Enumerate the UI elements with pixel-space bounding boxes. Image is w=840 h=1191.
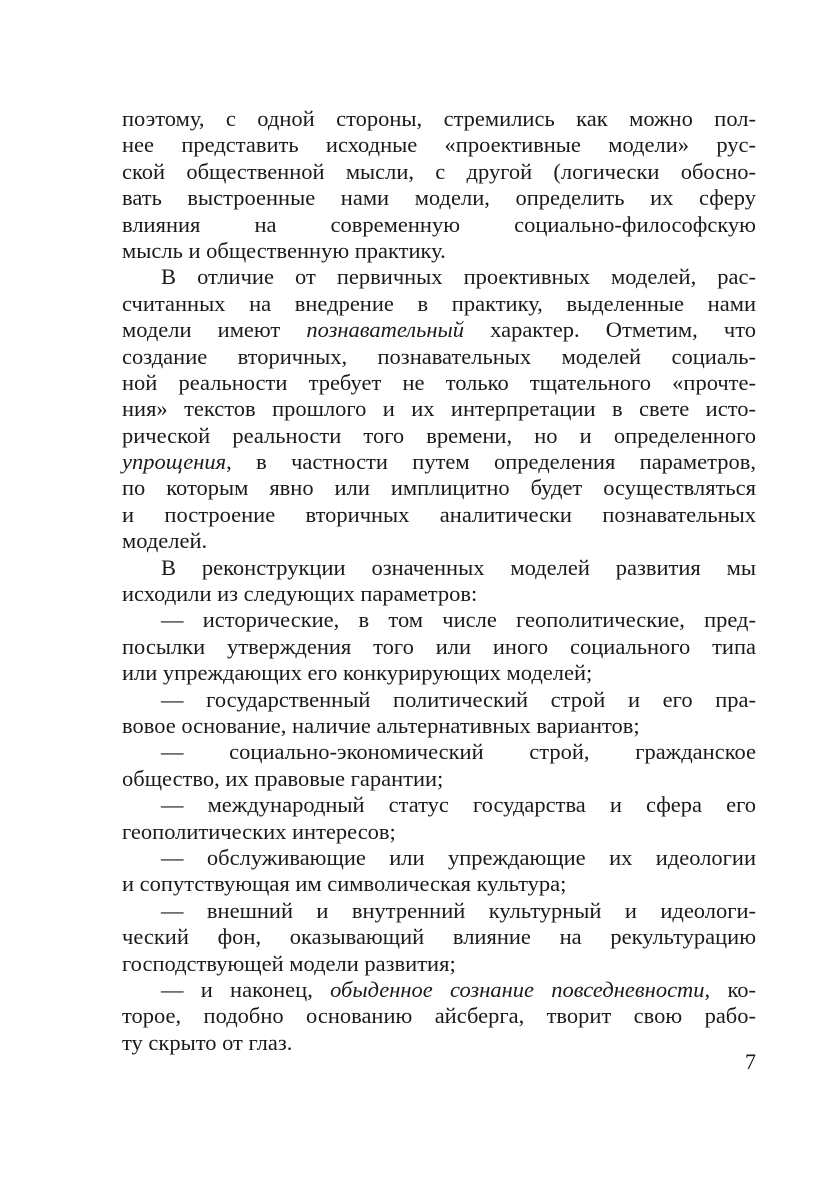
text-segment: ской общественной мысли, с другой (логически обосно- (122, 158, 756, 184)
text-line (122, 528, 756, 554)
text-line (122, 291, 756, 317)
text-segment: — социально-экономический строй, гражданское (161, 739, 756, 765)
text-line (122, 185, 756, 211)
text-segment: посылки утверждения того или иного социального типа (122, 633, 756, 659)
text-segment: ческий фон, оказывающий влияние на рекультурацию (122, 924, 756, 950)
text-line (122, 449, 756, 475)
text-line (122, 423, 756, 449)
text-segment: рической реальности того времени, но и определенного (122, 422, 756, 448)
text-line (122, 898, 756, 924)
text-segment: господствующей модели развития; (122, 950, 456, 976)
text-segment: моделей. (122, 528, 208, 554)
text-segment: — государственный политический строй и его пра- (161, 686, 756, 712)
text-line (122, 845, 756, 871)
text-segment: поэтому, с одной стороны, стремились как можно пол- (122, 106, 756, 131)
text-segment: — международный статус государства и сфера его (161, 792, 756, 818)
text-segment: геополитических интересов; (122, 818, 396, 844)
text-line (122, 344, 756, 370)
text-line (122, 264, 756, 290)
text-segment: и сопутствующая им символическая культура; (122, 871, 567, 897)
text-segment: общество, их правовые гарантии; (122, 765, 444, 791)
text-segment: и построение вторичных аналитически познавательных (122, 501, 756, 527)
text-line (122, 317, 756, 343)
text-line (122, 766, 756, 792)
text-segment: нее представить исходные «проективные модели» рус- (122, 132, 756, 158)
text-line (122, 739, 756, 765)
text-line (122, 1030, 756, 1056)
text-line (122, 106, 756, 132)
text-line (122, 555, 756, 581)
page-number: 7 (745, 1049, 756, 1074)
italic-phrase: познавательный (306, 317, 465, 343)
body-text (122, 106, 756, 1056)
text-line (122, 871, 756, 897)
text-line (122, 924, 756, 950)
text-segment: модели имеют (122, 317, 307, 343)
text-segment: ту скрыто от глаз. (122, 1029, 293, 1055)
text-line (122, 977, 756, 1003)
text-segment: вать выстроенные нами модели, определить их сферу (122, 185, 756, 211)
text-segment: ния» текстов прошлого и их интерпретации в свете исто- (122, 396, 756, 422)
text-line (122, 792, 756, 818)
text-line (122, 475, 756, 501)
text-segment: В реконструкции означенных моделей развития мы (161, 554, 756, 580)
text-line (122, 634, 756, 660)
text-segment: — внешний и внутренний культурный и идеологи- (161, 897, 756, 923)
text-line (122, 132, 756, 158)
text-line (122, 1003, 756, 1029)
text-segment: вовое основание, наличие альтернативных вариантов; (122, 712, 640, 738)
text-segment: — обслуживающие или упреждающие их идеологии (161, 844, 756, 870)
text-segment: мысль и общественную практику. (122, 237, 446, 263)
text-segment: по которым явно или имплицитно будет осуществляться (122, 475, 756, 501)
text-segment: характер. Отметим, что (464, 317, 756, 343)
text-segment: создание вторичных, познавательных моделей социаль- (122, 343, 756, 369)
italic-phrase: упрощения (122, 449, 227, 475)
text-line (122, 819, 756, 845)
text-segment: влияния на современную социально-философскую (122, 211, 756, 237)
text-line (122, 660, 756, 686)
text-line (122, 370, 756, 396)
text-segment: ной реальности требует не только тщательного «прочте- (122, 369, 756, 395)
text-segment: — исторические, в том числе геополитические, пред- (161, 607, 756, 633)
text-line (122, 581, 756, 607)
text-segment: или упреждающих его конкурирующих моделей; (122, 660, 593, 686)
text-segment: , в частности путем определения параметров, (226, 449, 756, 475)
text-segment: исходили из следующих параметров: (122, 581, 478, 607)
text-line (122, 713, 756, 739)
text-segment: — и наконец, (161, 976, 331, 1002)
text-segment: ко- (710, 976, 756, 1002)
text-line (122, 238, 756, 264)
text-line (122, 687, 756, 713)
text-line (122, 607, 756, 633)
text-line (122, 159, 756, 185)
text-line (122, 212, 756, 238)
text-line (122, 502, 756, 528)
text-segment: считанных на внедрение в практику, выделенные нами (122, 290, 756, 316)
text-segment: В отличие от первичных проективных моделей, рас- (161, 264, 756, 290)
text-line (122, 951, 756, 977)
text-line (122, 396, 756, 422)
text-segment: торое, подобно основанию айсберга, творит свою рабо- (122, 1003, 756, 1029)
italic-phrase: обыденное сознание повседневности, (330, 976, 711, 1002)
